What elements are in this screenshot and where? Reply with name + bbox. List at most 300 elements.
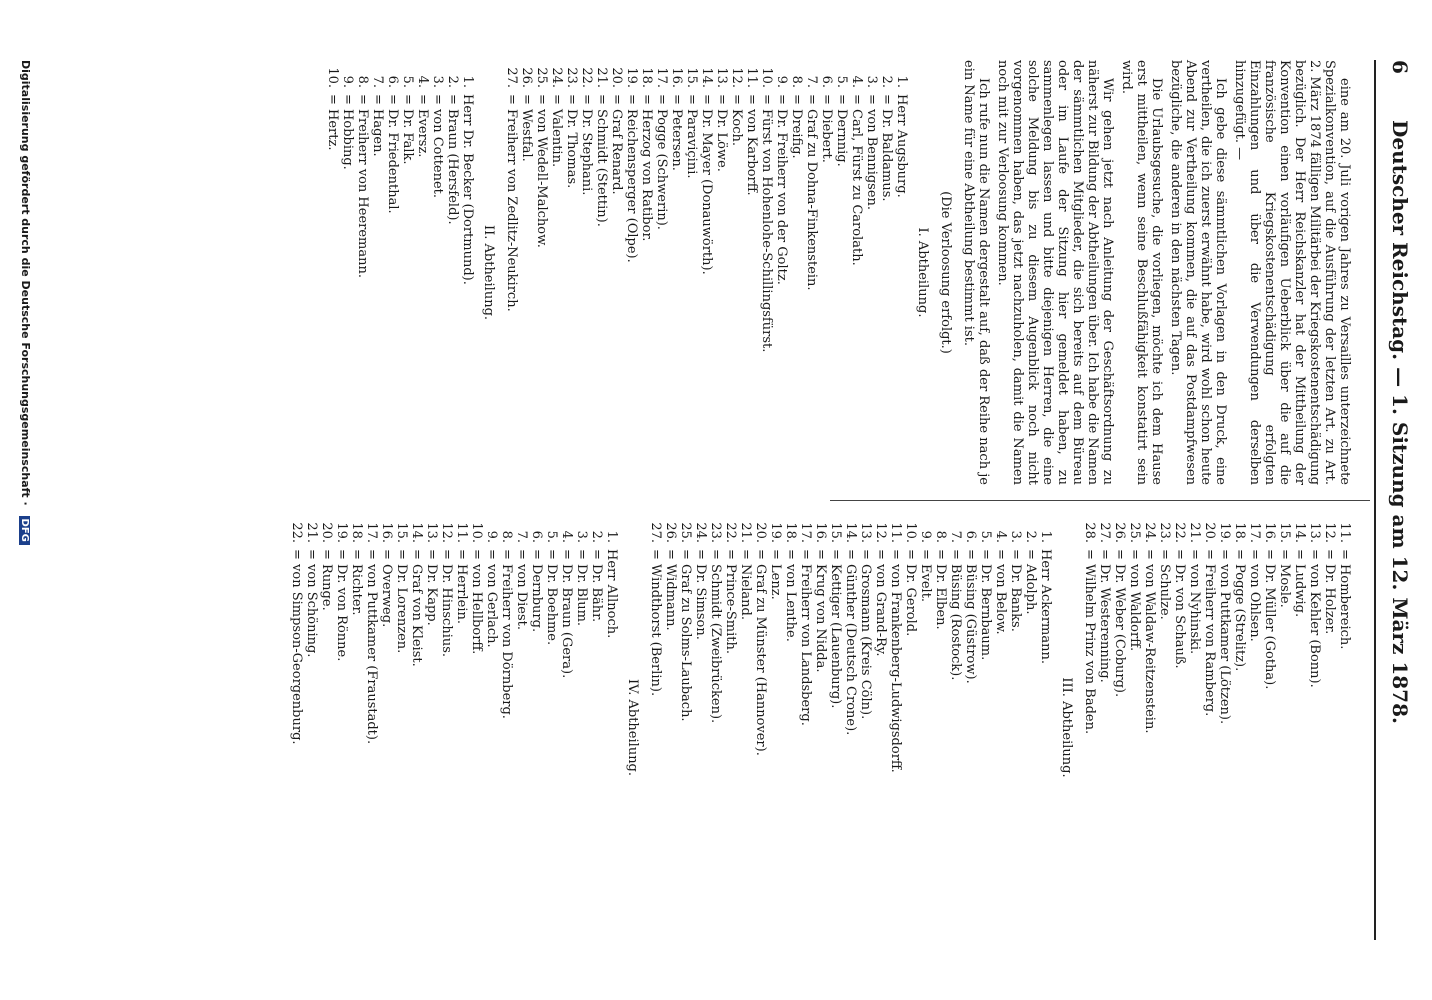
item-number: 3. <box>1008 530 1023 543</box>
item-number: 6. <box>819 75 834 88</box>
item-number: 4. <box>849 75 864 88</box>
list-item <box>574 515 589 940</box>
member-name: = Westfal. <box>519 94 534 162</box>
item-number: 10. <box>469 522 484 543</box>
member-name: = von Frankenberg-Ludwigsdorff. <box>888 549 903 773</box>
member-name: = Herzog von Ratibor. <box>639 94 654 242</box>
list-item <box>849 60 864 485</box>
member-name: = Schmidt (Zweibrücken). <box>708 549 723 724</box>
member-name: = von Simpson-Georgenburg. <box>289 549 304 745</box>
item-number: 7. <box>948 530 963 543</box>
member-name: = Richter. <box>349 549 364 616</box>
member-name: = Dr. Gerold. <box>903 549 918 637</box>
list-item <box>604 515 619 940</box>
member-name: = Prince-Smith. <box>723 549 738 655</box>
list-item <box>1247 515 1262 940</box>
item-number: 21. <box>304 522 319 543</box>
member-name: = Valentin. <box>549 94 564 168</box>
list-item <box>774 60 789 485</box>
list-item <box>484 515 499 940</box>
paragraph: Ich rufe nun die Namen dergestalt auf, daß der Reihe nach je ein Name für eine Abtheilung bestimmt ist. <box>961 60 991 485</box>
list-item <box>1127 515 1142 940</box>
item-number: 4. <box>559 530 574 543</box>
member-name: = von Ohlsen. <box>1247 549 1262 642</box>
item-number: 6. <box>963 530 978 543</box>
list-item <box>559 515 574 940</box>
member-name: = von Puttkamer (Fraustadt). <box>364 549 379 745</box>
member-name: = Eversz. <box>415 94 430 158</box>
member-name: = Pogge (Strelitz). <box>1232 549 1247 672</box>
member-name: = Wilhelm Prinz von Baden. <box>1082 549 1097 735</box>
list-item <box>430 60 445 485</box>
list-item <box>918 515 933 940</box>
item-number: 4. <box>993 530 1008 543</box>
member-name: = Dr. von Schauß. <box>1172 549 1187 669</box>
member-name: = Evelt. <box>918 549 933 603</box>
member-name: = Kettiger (Lauenburg). <box>828 549 843 709</box>
item-number: 7. <box>514 530 529 543</box>
item-number: 20. <box>1202 522 1217 543</box>
page-title: Deutscher Reichstag. — 1. Sitzung am 12. März 1878. <box>1388 120 1412 724</box>
member-name: = Carl, Fürst zu Carolath. <box>849 94 864 266</box>
list-item <box>1262 515 1277 940</box>
member-name: = Dr. Bähr. <box>589 549 604 623</box>
list-item <box>894 60 909 485</box>
member-name: = Schmidt (Stettin). <box>594 94 609 227</box>
member-name: = Reichensperger (Olpe). <box>624 94 639 263</box>
member-list-2-continued <box>1082 515 1352 940</box>
member-name: = von Bennigsen. <box>864 94 879 211</box>
item-number: 5. <box>834 75 849 88</box>
list-item <box>978 515 993 940</box>
list-item <box>948 515 963 940</box>
item-number: 3. <box>574 530 589 543</box>
paragraph: Wir gehen jetzt nach Anleitung der Geschäftsordnung zu näherst zur Bildung der Abtheilungen über. Ich habe die Namen der sämmtlichen Mitglieder, die sich bereits auf dem Büreau oder im Laufe der Sitzung hier gemeldet haben, zu sammenlegen lassen und bitte diejenigen Herren, die eine solche Meldung bis zu diesem Augenblick noch nicht vorgenommen haben, das jetzt nachzuholen, damit die Namen noch mit zur Verloosung kommen. <box>995 60 1115 485</box>
item-number: 13. <box>714 67 729 88</box>
list-item <box>1023 515 1038 940</box>
item-number: 2. <box>445 75 460 88</box>
member-name: = von Waldaw-Reitzenstein. <box>1142 549 1157 734</box>
list-item <box>1202 515 1217 940</box>
paragraph: Die Urlaubsgesuche, die vorliegen, möchte ich dem Hause erst mittheilen, wenn seine Beschlußfähigkeit konstatirt sein wird. <box>1119 60 1164 485</box>
item-number: 1. <box>894 75 909 88</box>
item-number: 11. <box>888 522 903 543</box>
header-rule <box>1374 60 1376 940</box>
item-number: 10. <box>759 67 774 88</box>
member-name: = Dr. von Rönne. <box>334 549 349 662</box>
item-number: 18. <box>639 67 654 88</box>
list-item <box>663 515 678 940</box>
list-item <box>858 515 873 940</box>
item-number: 8. <box>789 75 804 88</box>
list-item <box>340 60 355 485</box>
list-item <box>1038 515 1053 940</box>
column-divider <box>830 500 1370 501</box>
item-number: 20. <box>609 67 624 88</box>
list-item <box>804 60 819 485</box>
item-number: 23. <box>564 67 579 88</box>
list-item <box>594 60 609 485</box>
section-heading-4: IV. Abtheilung. <box>625 678 640 777</box>
member-name: = Büsing (Güstrow). <box>963 549 978 684</box>
right-column <box>289 515 1352 940</box>
list-item <box>933 515 948 940</box>
member-name: = Diebert. <box>819 94 834 163</box>
item-number: 14. <box>699 67 714 88</box>
member-name: Herr Ackermann. <box>1038 549 1053 665</box>
item-number: 12. <box>439 522 454 543</box>
item-number: 28. <box>1082 522 1097 543</box>
item-number: 13. <box>424 522 439 543</box>
member-name: = von Karborff. <box>744 94 759 196</box>
list-item <box>1217 515 1232 940</box>
list-item <box>1008 515 1023 940</box>
list-item <box>744 60 759 485</box>
item-number: 2. <box>589 530 604 543</box>
member-name: = Dr. Braun (Gera). <box>559 549 574 679</box>
member-name: = Graf zu Solms-Laubach. <box>678 549 693 722</box>
list-item <box>544 515 559 940</box>
item-number: 22. <box>579 67 594 88</box>
member-name: = Ludwig. <box>1292 549 1307 618</box>
member-name: = Dr. Mayer (Donauwörth). <box>699 94 714 275</box>
item-number: 16. <box>669 67 684 88</box>
member-name: = Widmann. <box>663 549 678 631</box>
member-name: = Dr. Müller (Gotha). <box>1262 549 1277 690</box>
member-name: = Overweg. <box>379 549 394 628</box>
lottery-note: (Die Verloosung erfolgt.) <box>938 191 953 354</box>
item-number: 9. <box>774 75 789 88</box>
footer-text: Digitalisierung gefördert durch die Deutsche Forschungsgemeinschaft · <box>19 60 32 506</box>
list-item <box>1307 515 1322 940</box>
item-number: 7. <box>370 75 385 88</box>
item-number: 8. <box>355 75 370 88</box>
list-item <box>519 60 534 485</box>
item-number: 20. <box>319 522 334 543</box>
item-number: 5. <box>978 530 993 543</box>
digitization-footer <box>19 60 32 940</box>
member-name: = von Lenthe. <box>783 549 798 642</box>
member-name: = Günther (Deutsch Crone). <box>843 549 858 736</box>
member-name: = Freiherr von Heeremann. <box>355 94 370 278</box>
item-number: 11. <box>454 522 469 543</box>
list-item <box>819 60 834 485</box>
item-number: 13. <box>1307 522 1322 543</box>
list-item <box>1277 515 1292 940</box>
list-item <box>1292 515 1307 940</box>
member-name: = Herrlein. <box>454 549 469 624</box>
list-item <box>529 515 544 940</box>
list-item <box>394 515 409 940</box>
list-item <box>1082 515 1097 940</box>
list-item <box>424 515 439 940</box>
list-item <box>379 515 394 940</box>
item-number: 15. <box>828 522 843 543</box>
list-item <box>963 515 978 940</box>
list-item <box>370 60 385 485</box>
list-item <box>669 60 684 485</box>
list-item <box>903 515 918 940</box>
member-name: = Fürst von Hohenlohe-Schillingsfürst. <box>759 94 774 353</box>
list-item <box>364 515 379 940</box>
member-name: = von Nyhinski. <box>1187 549 1202 655</box>
member-name: = Dr. Blum. <box>574 549 589 627</box>
item-number: 23. <box>1157 522 1172 543</box>
item-number: 9. <box>918 530 933 543</box>
member-name: = Graf zu Münster (Hannover). <box>753 549 768 756</box>
list-item <box>400 60 415 485</box>
member-name: = von Gerlach. <box>484 549 499 648</box>
member-name: Herr Dr. Becker (Dortmund). <box>460 94 475 285</box>
list-item <box>1337 515 1352 940</box>
member-name: = Dr. Westerenning. <box>1097 549 1112 683</box>
member-name: = Grosmann (Kreis Cöln). <box>858 549 873 720</box>
item-number: 17. <box>364 522 379 543</box>
list-item <box>549 60 564 485</box>
item-number: 15. <box>1277 522 1292 543</box>
list-item <box>1112 515 1127 940</box>
member-name: = Dr. Baldamus. <box>879 94 894 202</box>
member-name: = Dernburg. <box>529 549 544 633</box>
item-number: 19. <box>1217 522 1232 543</box>
member-name: = Dr. Kapp. <box>424 549 439 626</box>
item-number: 8. <box>933 530 948 543</box>
section-heading-1: I. Abtheilung. <box>915 227 930 318</box>
item-number: 14. <box>1292 522 1307 543</box>
list-item <box>639 60 654 485</box>
item-number: 21. <box>738 522 753 543</box>
dfg-logo: DFG <box>19 516 30 545</box>
member-name: = Freiherr von Zedlitz-Neukirch. <box>504 94 519 312</box>
member-name: Herr Augsburg. <box>894 94 909 198</box>
item-number: 25. <box>678 522 693 543</box>
member-name: = Dr. Falk. <box>400 94 415 165</box>
member-name: = von Schöning. <box>304 549 319 658</box>
item-number: 10. <box>903 522 918 543</box>
member-name: = Graf Renard. <box>609 94 624 195</box>
item-number: 14. <box>843 522 858 543</box>
member-name: = Dr. Boehme. <box>544 549 559 646</box>
member-name: = Dr. Stephani. <box>579 94 594 196</box>
member-name: = Freiherr von Ramberg. <box>1202 549 1217 717</box>
item-number: 4. <box>415 75 430 88</box>
item-number: 24. <box>693 522 708 543</box>
member-name: = von Waldorff. <box>1127 549 1142 652</box>
item-number: 26. <box>1112 522 1127 543</box>
list-item <box>828 515 843 940</box>
member-name: = Freiherr von Landsberg. <box>798 549 813 726</box>
member-name: = von Wedell-Malchow. <box>534 94 549 248</box>
member-name: = Dr. Löwe. <box>714 94 729 172</box>
list-item <box>454 515 469 940</box>
member-name: = von Diest. <box>514 549 529 631</box>
member-name: = Graf zu Dohna-Finkenstein. <box>804 94 819 291</box>
item-number: 2. <box>879 75 894 88</box>
item-number: 2. <box>1023 530 1038 543</box>
member-name: = Nieland. <box>738 549 753 620</box>
list-item <box>355 60 370 485</box>
list-item <box>534 60 549 485</box>
item-number: 13. <box>858 522 873 543</box>
list-item <box>1097 515 1112 940</box>
list-item <box>589 515 604 940</box>
member-name: = Lenz. <box>768 549 783 600</box>
member-list-3 <box>648 515 1053 940</box>
page-number: 6 <box>1388 60 1412 74</box>
list-item <box>460 60 475 485</box>
list-item <box>1157 515 1172 940</box>
item-number: 27. <box>1097 522 1112 543</box>
item-number: 15. <box>684 67 699 88</box>
member-name: = Büsing (Rostock). <box>948 549 963 681</box>
member-name: = Hobbing. <box>340 94 355 170</box>
item-number: 18. <box>349 522 364 543</box>
item-number: 12. <box>729 67 744 88</box>
item-number: 23. <box>708 522 723 543</box>
member-list-4 <box>289 515 619 940</box>
item-number: 15. <box>394 522 409 543</box>
section-heading-2: II. Abtheilung. <box>481 224 496 321</box>
list-item <box>738 515 753 940</box>
paragraph: eine am 20. Juli vorigen Jahres zu Versailles unterzeichnete Spezialkonvention, auf die Ausführung der letzten Art. zu Art. 2. März 1874 fälligen Militärbei der Kriegskostenentschädigung bezüglich. Der Herr Reichskanzler hat der Mittheilung der Konvention einen vorläufigen Ueberblick über die auf die französische Kriegskostenentschädigung erfolgten Einzahlungen und über die Verwendungen derselben hinzugefügt. — <box>1232 60 1352 485</box>
list-item <box>813 515 828 940</box>
item-number: 5. <box>400 75 415 88</box>
member-name: = Dr. Friedenthal. <box>385 94 400 214</box>
list-item <box>1172 515 1187 940</box>
item-number: 22. <box>1172 522 1187 543</box>
member-name: = Dr. Weber (Coburg). <box>1112 549 1127 698</box>
member-name: = Hagen. <box>370 94 385 157</box>
list-item <box>648 515 663 940</box>
member-name: = Dr. Thomas. <box>564 94 579 189</box>
list-item <box>753 515 768 940</box>
member-name: = Dr. Holzer. <box>1322 549 1337 635</box>
item-number: 18. <box>1232 522 1247 543</box>
list-item <box>879 60 894 485</box>
list-item <box>873 515 888 940</box>
member-name: = Petersen. <box>669 94 684 171</box>
item-number: 16. <box>1262 522 1277 543</box>
list-item <box>409 515 424 940</box>
list-item <box>768 515 783 940</box>
list-item <box>325 60 340 485</box>
list-item <box>789 60 804 485</box>
list-item <box>439 515 454 940</box>
item-number: 27. <box>648 522 663 543</box>
item-number: 3. <box>430 75 445 88</box>
item-number: 19. <box>334 522 349 543</box>
body-text <box>961 60 1352 485</box>
list-item <box>834 60 849 485</box>
item-number: 21. <box>594 67 609 88</box>
item-number: 24. <box>549 67 564 88</box>
member-list-1 <box>504 60 909 485</box>
member-name: = Dr. Bernbaum. <box>978 549 993 661</box>
paragraph: Ich gebe diese sämmtlichen Vorlagen in den Druck, eine vertheilen, die ich zuerst erwähnt habe, wird wohl schon heute Abend zur Vertheilung kommen, die auf das Postdampfwesen bezügliche, die anderen in den nächsten Tagen. <box>1168 60 1228 485</box>
list-item <box>319 515 334 940</box>
list-item <box>699 60 714 485</box>
list-item <box>334 515 349 940</box>
member-name: = Dr. Banks. <box>1008 549 1023 632</box>
member-name: = Adolph. <box>1023 549 1038 615</box>
list-item <box>385 60 400 485</box>
member-name: = Dr. Simson. <box>693 549 708 640</box>
list-item <box>579 60 594 485</box>
member-name: = Dr. Lorenzen. <box>394 549 409 654</box>
member-name: Herr Allnoch. <box>604 549 619 639</box>
list-item <box>798 515 813 940</box>
list-item <box>993 515 1008 940</box>
item-number: 25. <box>534 67 549 88</box>
list-item <box>654 60 669 485</box>
item-number: 1. <box>1038 530 1053 543</box>
item-number: 9. <box>340 75 355 88</box>
item-number: 6. <box>529 530 544 543</box>
list-item <box>864 60 879 485</box>
member-name: = Runge. <box>319 549 334 611</box>
item-number: 27. <box>504 67 519 88</box>
list-item <box>684 60 699 485</box>
member-name: = Braun (Hersfeld). <box>445 94 460 225</box>
list-item <box>783 515 798 940</box>
item-number: 26. <box>663 522 678 543</box>
item-number: 11. <box>744 67 759 88</box>
list-item <box>1232 515 1247 940</box>
list-item <box>678 515 693 940</box>
list-item <box>888 515 903 940</box>
item-number: 21. <box>1187 522 1202 543</box>
item-number: 25. <box>1127 522 1142 543</box>
section-heading-3: III. Abtheilung. <box>1059 677 1074 778</box>
item-number: 12. <box>873 522 888 543</box>
list-item <box>304 515 319 940</box>
list-item <box>514 515 529 940</box>
list-item <box>564 60 579 485</box>
list-item <box>469 515 484 940</box>
item-number: 12. <box>1322 522 1337 543</box>
item-number: 1. <box>604 530 619 543</box>
member-name: = von Kehler (Bonn). <box>1307 549 1322 688</box>
member-name: = Freiherr von Dörnberg. <box>499 549 514 719</box>
member-name: = Dr. Hinschius. <box>439 549 454 658</box>
member-name: = Hertz. <box>325 94 340 151</box>
item-number: 11. <box>1337 522 1352 543</box>
item-number: 22. <box>723 522 738 543</box>
list-item <box>415 60 430 485</box>
member-name: = Dr. Freiherr von der Goltz. <box>774 94 789 285</box>
list-item <box>729 60 744 485</box>
member-name: = von Below. <box>993 549 1008 635</box>
list-item <box>693 515 708 940</box>
list-item <box>714 60 729 485</box>
member-name: = Mosle. <box>1277 549 1292 608</box>
item-number: 19. <box>768 522 783 543</box>
item-number: 26. <box>519 67 534 88</box>
member-name: = Windthorst (Berlin). <box>648 549 663 697</box>
list-item <box>504 60 519 485</box>
member-name: = Schulze. <box>1157 549 1172 620</box>
item-number: 24. <box>1142 522 1157 543</box>
member-name: = von Hellborff. <box>469 549 484 655</box>
list-item <box>609 60 624 485</box>
member-name: = Paraviçini. <box>684 94 699 179</box>
item-number: 6. <box>385 75 400 88</box>
item-number: 16. <box>379 522 394 543</box>
member-name: = von Grand-Ry. <box>873 549 888 657</box>
list-item <box>1142 515 1157 940</box>
item-number: 8. <box>499 530 514 543</box>
item-number: 17. <box>1247 522 1262 543</box>
